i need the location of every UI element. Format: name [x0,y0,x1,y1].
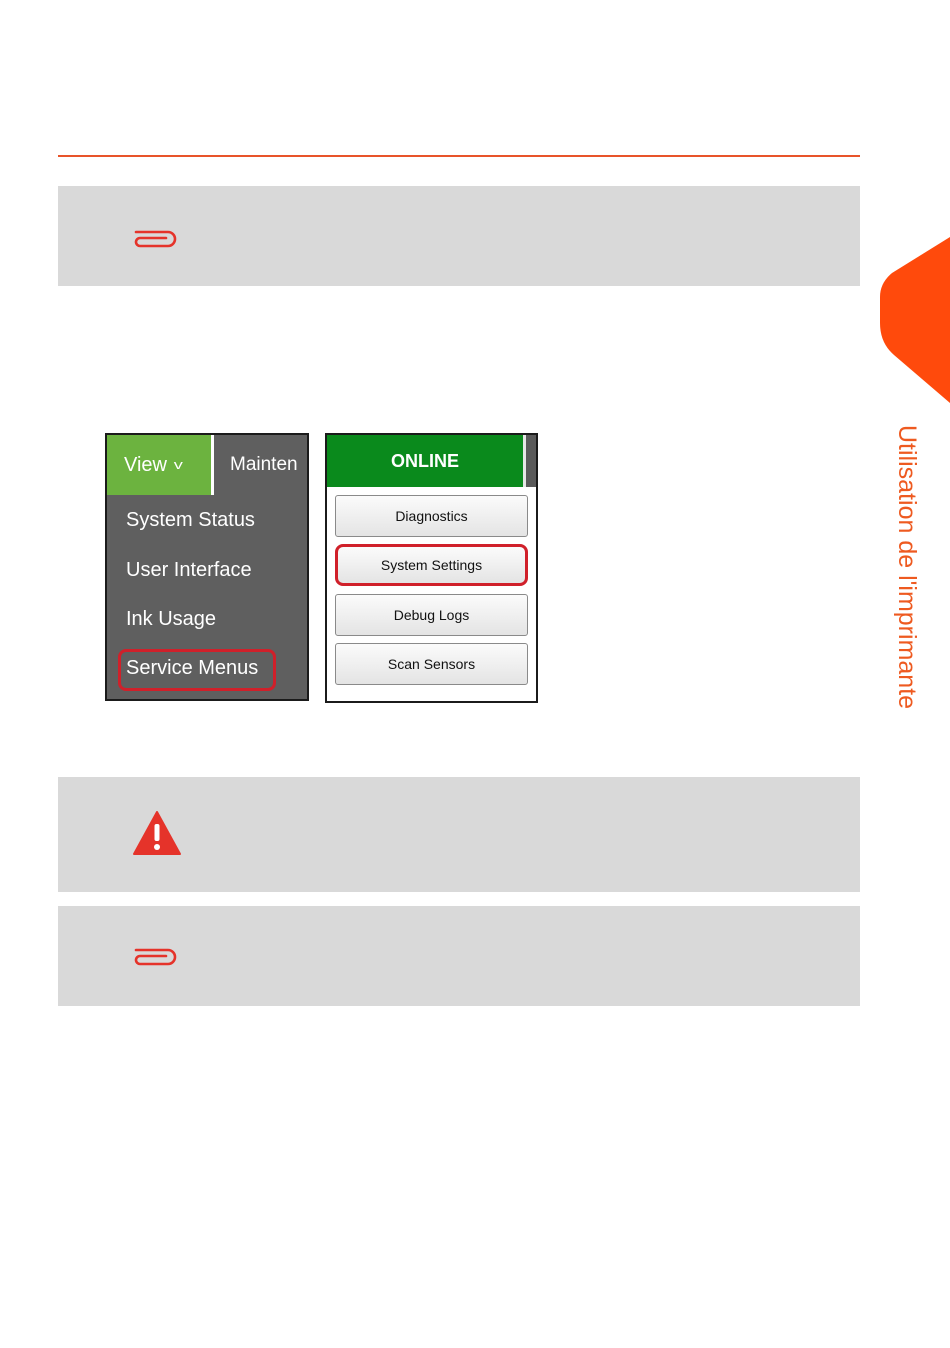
menu-item-service-menus[interactable]: Service Menus [126,657,259,679]
system-settings-button[interactable]: System Settings [335,544,528,586]
scan-sensors-button[interactable]: Scan Sensors [335,643,528,685]
diagnostics-button[interactable]: Diagnostics [335,495,528,537]
online-screenshot [325,433,538,703]
service-menus-highlight [118,649,276,691]
paperclip-icon [132,942,182,966]
menu-item-ink-usage[interactable]: Ink Usage [126,608,217,630]
menu-item-system-status[interactable]: System Status [126,509,255,531]
menu-item-user-interface[interactable]: User Interface [126,559,252,581]
chapter-tab [880,237,950,403]
note-box-top [58,186,860,286]
chapter-tab-label: Utilisation de l'imprimante [893,425,921,710]
header-rule [58,155,860,157]
warning-triangle-icon [132,810,182,856]
chevron-down-icon: v [173,457,183,472]
note-box-bottom [58,906,860,1006]
view-tab[interactable]: View v [107,435,211,495]
paperclip-icon [132,224,182,248]
warning-box [58,777,860,892]
menu-screenshot [105,433,309,701]
online-status-header: ONLINE [327,435,523,487]
debug-logs-button[interactable]: Debug Logs [335,594,528,636]
maintenance-tab[interactable]: Mainten [230,454,298,475]
